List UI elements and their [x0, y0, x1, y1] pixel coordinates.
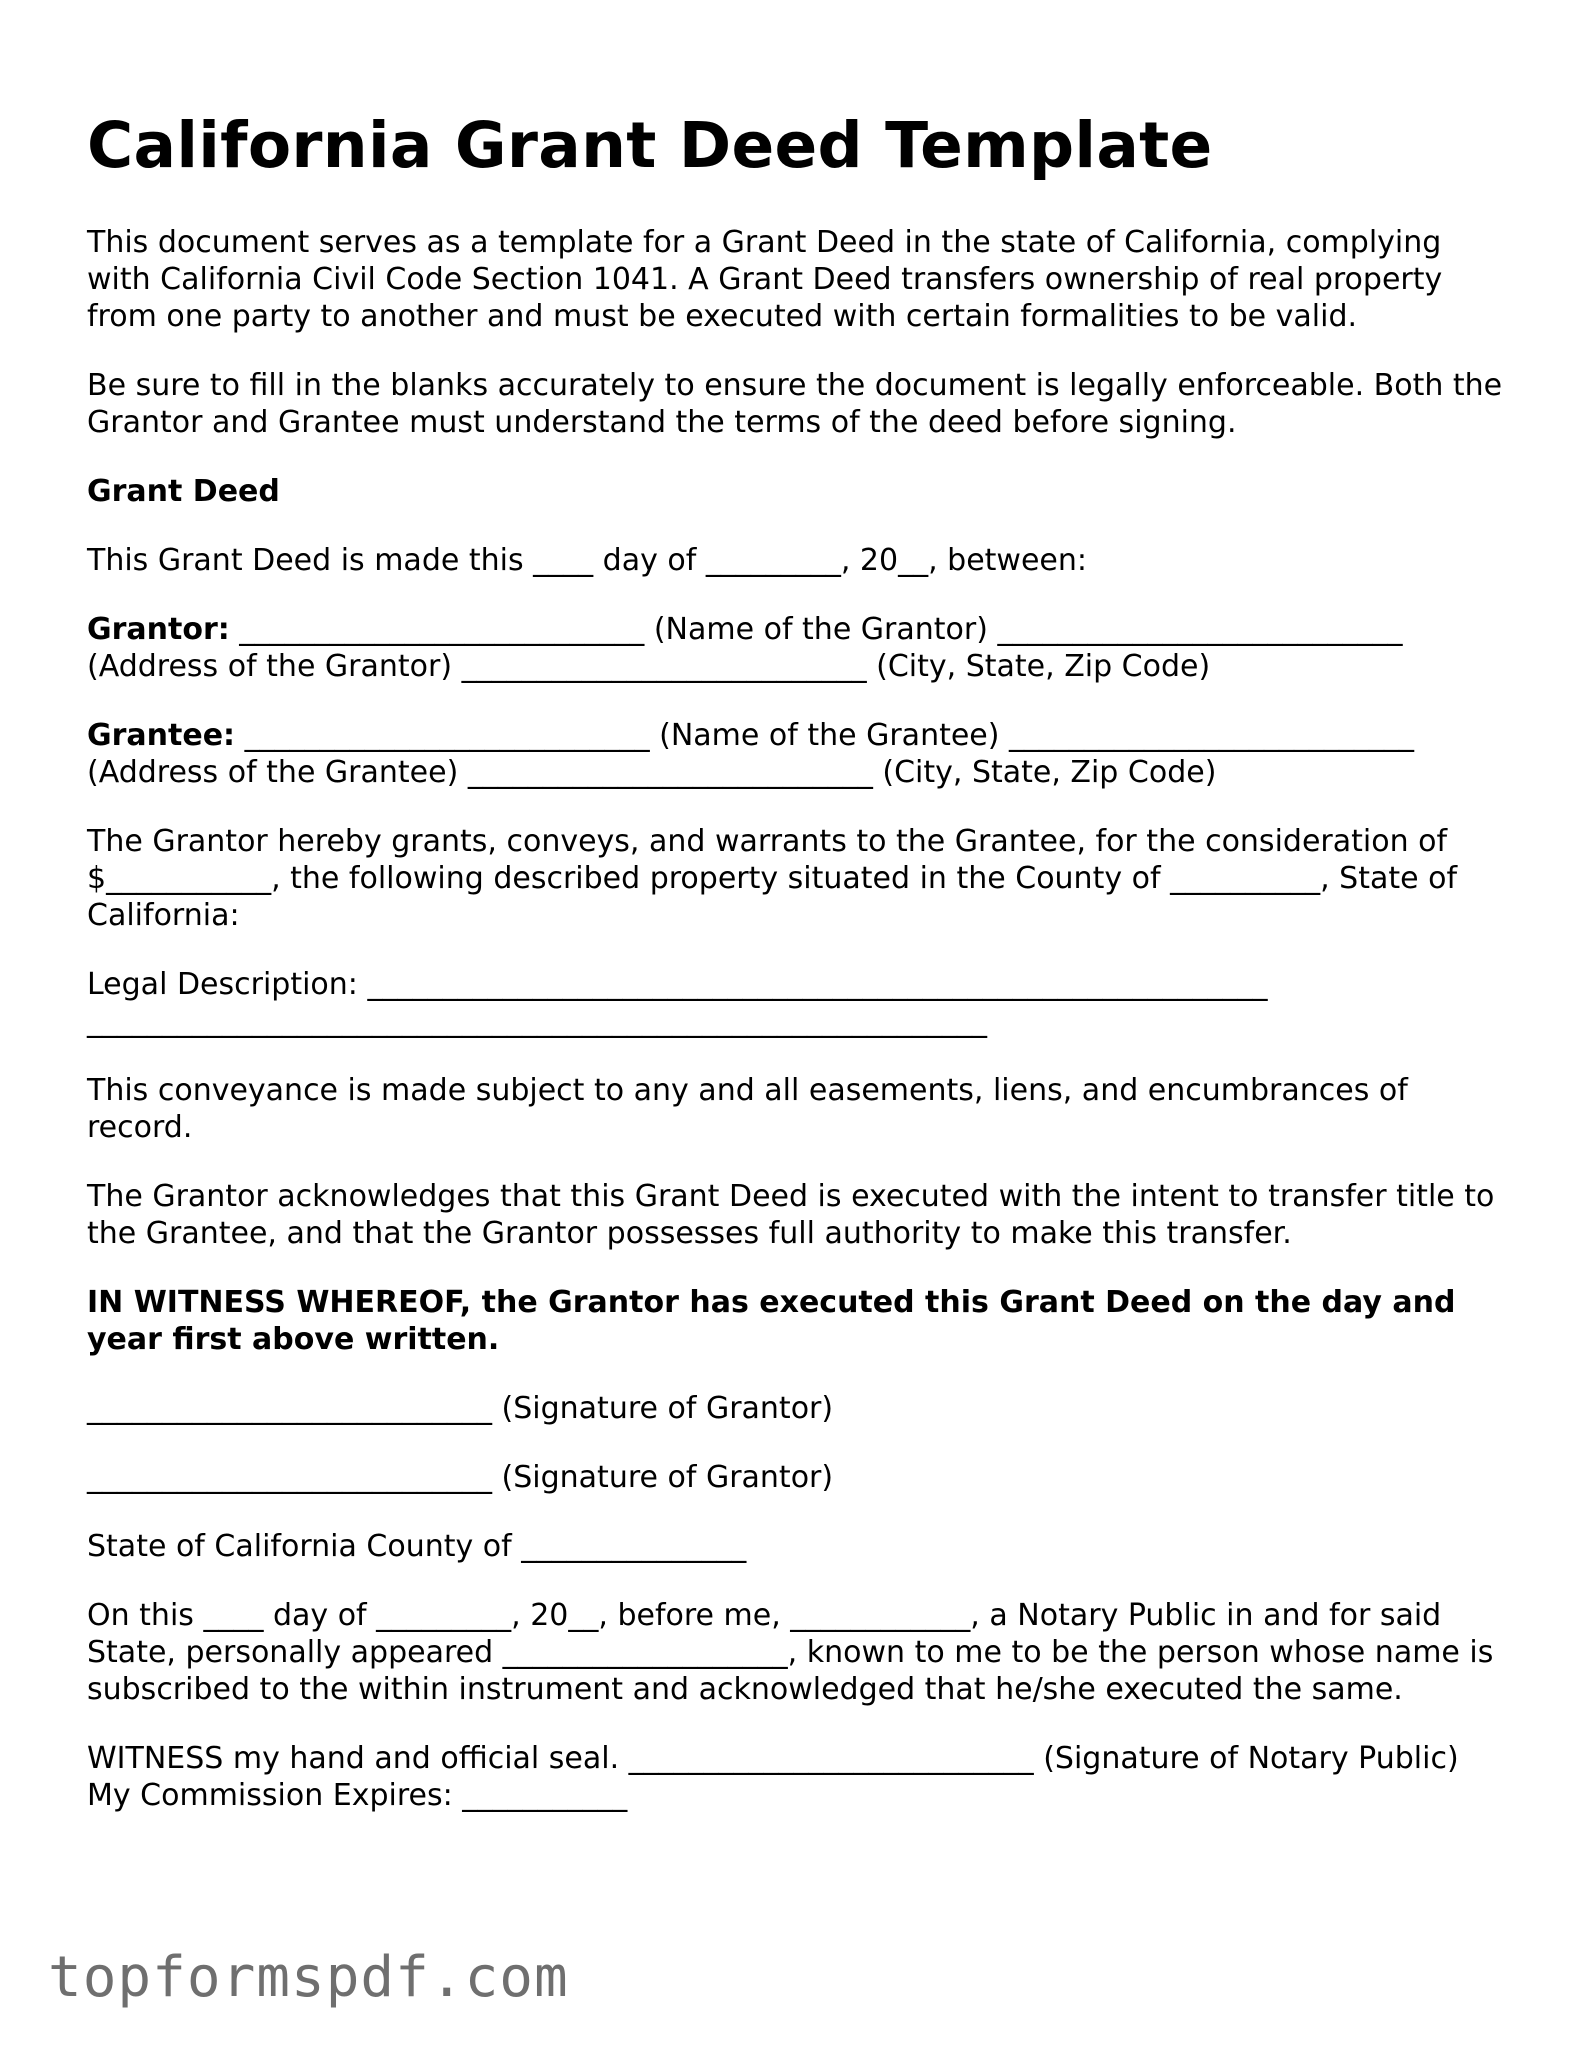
grantor-label: Grantor:	[87, 611, 230, 647]
state-county-line: State of California County of _______________	[87, 1528, 747, 1564]
grantor-signature-line-2: ___________________________ (Signature of Grantor)	[87, 1459, 834, 1495]
grantor-fields: ___________________________ (Name of the Grantor) ___________________________ (Address of the Grantor) ___________________________ (City, State, Zip Code)	[87, 611, 1403, 684]
acknowledgment-paragraph: The Grantor acknowledges that this Grant Deed is executed with the intent to transfer title to the Grantee, and that the Grantor possesses full authority to make this transfer.	[87, 1178, 1495, 1251]
grantee-block	[87, 717, 1507, 791]
intro-paragraph-1: This document serves as a template for a Grant Deed in the state of California, complying with California Civil Code Section 1041. A Grant Deed transfers ownership of real property from one party to another and must be executed with certain formalities to be valid.	[87, 224, 1443, 334]
section-heading: Grant Deed	[87, 473, 280, 509]
witness-whereof: IN WITNESS WHEREOF, the Grantor has executed this Grant Deed on the day and year first above written.	[87, 1284, 1456, 1357]
grantor-signature-line-1: ___________________________ (Signature of Grantor)	[87, 1390, 834, 1426]
document-page	[87, 100, 1507, 1846]
grantee-label: Grantee:	[87, 717, 236, 753]
grantee-fields: ___________________________ (Name of the Grantee) ___________________________ (Address of the Grantee) ___________________________ (City, State, Zip Code)	[87, 717, 1414, 790]
grantor-block	[87, 611, 1507, 685]
notary-paragraph: On this ____ day of _________, 20__, before me, ____________, a Notary Public in and for said State, personally appeared ___________________, known to me to be the person whose name is subscribed to the within instrument and acknowledged that he/she executed the same.	[87, 1597, 1494, 1707]
made-date-line: This Grant Deed is made this ____ day of _________, 20__, between:	[87, 542, 1087, 578]
watermark: topformspdf.com	[48, 1945, 569, 2010]
consideration-paragraph: The Grantor hereby grants, conveys, and warrants to the Grantee, for the consideration of $___________, the following described property situated in the County of __________, State of California:	[87, 823, 1458, 933]
legal-description: Legal Description: ____________________________________________________________ ____________________________________________________________	[87, 966, 1268, 1039]
conveyance-paragraph: This conveyance is made subject to any and all easements, liens, and encumbrances of record.	[87, 1072, 1408, 1145]
intro-paragraph-2: Be sure to fill in the blanks accurately to ensure the document is legally enforceable. Both the Grantor and Grantee must understand the terms of the deed before signing.	[87, 367, 1503, 440]
notary-signature: WITNESS my hand and official seal. ___________________________ (Signature of Notary Public) My Commission Expires: ___________	[87, 1740, 1459, 1813]
document-title: California Grant Deed Template	[87, 109, 1213, 182]
